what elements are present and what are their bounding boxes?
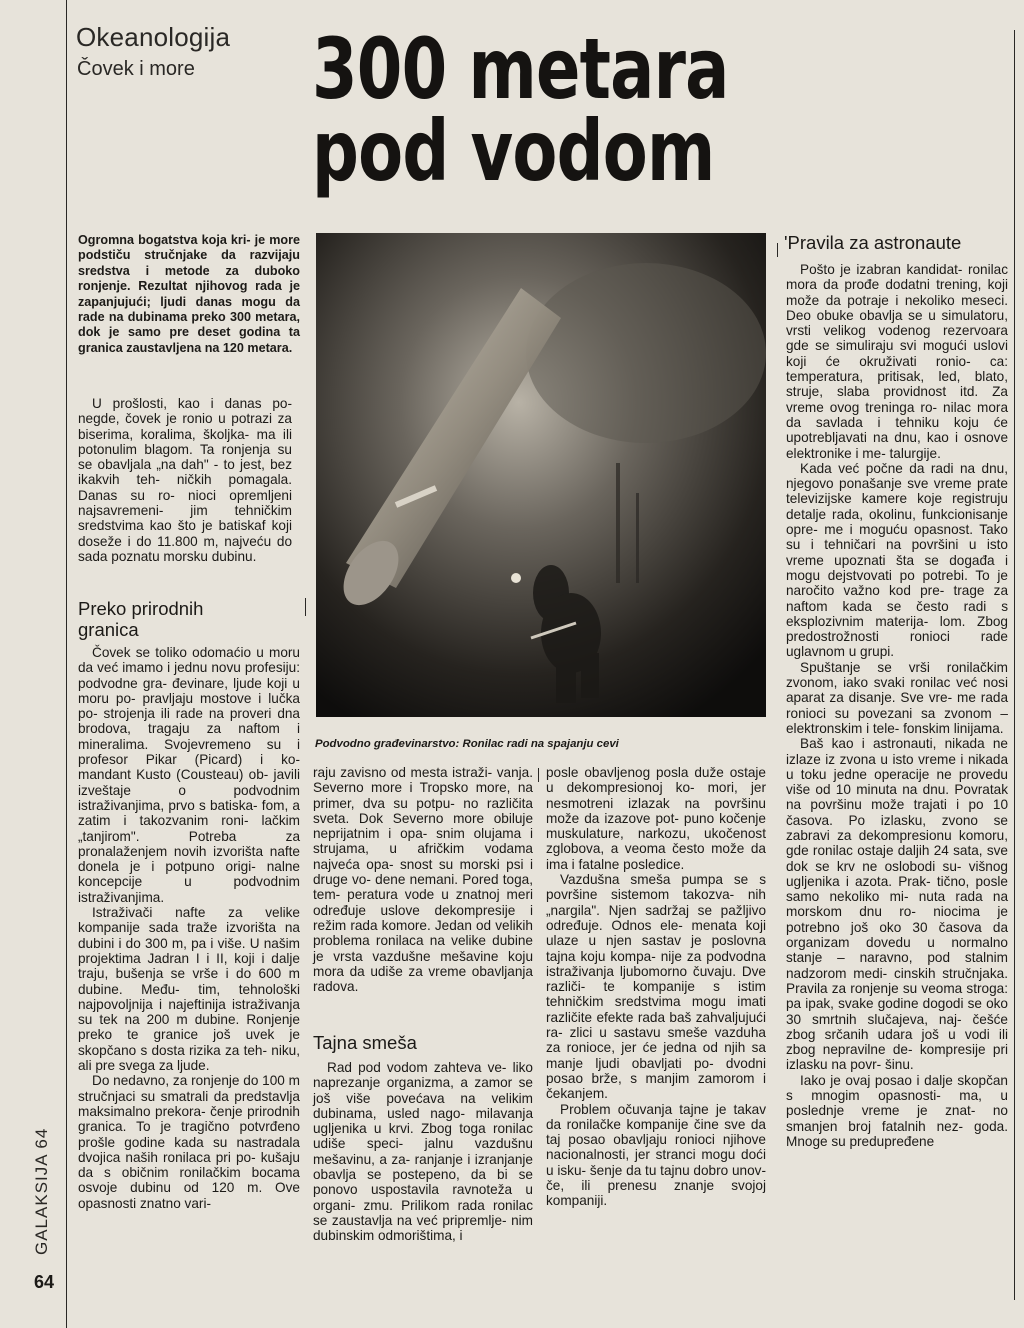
- article-photo: [316, 233, 766, 717]
- column-rule-2: [538, 768, 539, 782]
- paragraph: Kada već počne da radi na dnu, njegovo ponašanje sve vreme prate televizijske kamere koje registruju detalje rada, okolinu, funkcionisanje opre- me i moguću opasnost. Tako su i tehničari na površini u isto vreme upoznati šta se događa i mogu dejstvovati po potrebi. To je naročito važno kod pre- trage za naftom kada se često radi s eksplozivnim materija- lom. Zbog predostrožnosti ronioci rade uglavnom u grupi.: [786, 460, 1008, 660]
- paragraph: Do nedavno, za ronjenje do 100 m stručnjaci su smatrali da predstavlja maksimalno prekora- čenje prirodnih granica. To je tragično potvrđeno prošle godine kada su nastradala dvojica naših ronilaca pri po- kušaju da s običnim ronilačkim bocama osvoje dubinu od 120 m. Ove opasnosti znatno vari-: [78, 1073, 300, 1211]
- section-subtitle: Čovek i more: [77, 58, 195, 80]
- subheading-pravila: 'Pravila za astronaute: [784, 232, 962, 253]
- article-headline: [312, 20, 729, 200]
- paragraph: Rad pod vodom zahteva ve- liko naprezanje organizma, a zamor se još više povećava na velikim dubinama, usled nago- milavanja ugljenika u krvi. Zbog toga ronilac udiše speci- jalnu vazdušnu mešavinu, a za- ranjanje i izranjanje obavlja se postepeno, da bi se ponovo uspostavila ravnoteža u organi- zmu. Prilikom rada ronilac se zaustavlja na već pripremlje- nim dubinskim odmorištima, i: [313, 1060, 533, 1244]
- paragraph: Pošto je izabran kandidat- ronilac mora da prođe dodatni trening, koji može da potraje i nekoliko meseci. Deo obuke obavlja se u simulatoru, vrsti velikog vodenog rezervoara gde se simuliraju svi mogući uslovi koji će okruživati ronio- ca: temperatura, pritisak, led, blato, struje, slaba providnost itd. Za vreme ovog treninga ro- nilac mora da savlada i tehniku koju će upotrebljavati na dnu, kao i osnove elektronike i me- talurgije.: [786, 262, 1008, 461]
- section-title: Okeanologija: [76, 22, 231, 52]
- headline-line-1: 300 metara: [312, 20, 729, 118]
- paragraph: Čovek se toliko odomaćio u moru da već imamo i jednu novu profesiju: podvodne gra- đevinare, ljude koji u moru po- pravljaju mostove i lučka po- strojenja ili rade na proveri dna brodova, tragaju za naftom i mineralima. Svojevremeno su i profesor Pikar (Picard) i ko- mandant Kusto (Cousteau) ob- javili izveštaje o podvodnim istraživanjima, prvo s batiska- fom, a zatim i takozvanim roni- lačkim „tanjirom". Potreba za pronalaženjem novih izvorišta nafte donela je i potpuno origi- nalne koncepcije u podvodnim istraživanjima.: [78, 645, 300, 905]
- paragraph: Iako je ovaj posao i dalje skopčan s mnogim opasnosti- ma, u poslednje vreme je znat- no smanjen broj fatalnih nez- goda. Mnoge su predupređene: [786, 1072, 1008, 1149]
- magazine-spine: [30, 1125, 60, 1257]
- column-1-bottom: [78, 645, 300, 1211]
- page-number: 64: [34, 1272, 55, 1292]
- paragraph: Baš kao i astronauti, nikada ne izlaze iz zvona u isto vreme i nikada u toku jedne operacije ne provedu više od 10 minuta na dnu. Povratak na površinu može trajati i po 10 časova. Po izlasku, zvono se zabravi za dekompresionu komoru, gde ronilac ostaje daljih 24 sata, sve dok se krv ne oslobodi su- višnog ugljenika i azota. Prak- tično, posle samo nekoliko mi- nuta rada na morskom dnu ro- niocima je potrebno još oko 30 časova da organizam dovedu u normalno stanje – naravno, pod stalnim nadzorom medi- cinskih stručnjaka. Pravila za ronjenje su veoma stroga: pa ipak, svake godine dogodi se oko 30 smrtnih slučajeva, naj- češće zbog srčanih udara još u vodi ili zbog nepravilne de- kompresije pri izlasku na povr- šinu.: [786, 736, 1008, 1073]
- column-rule-3: [777, 243, 778, 257]
- column-3: [546, 765, 766, 1209]
- column-rule-1: [305, 598, 306, 616]
- subheading-preko: Preko prirodnih granica: [78, 598, 204, 640]
- article-lead: Ogromna bogatstva koja kri- je more podstiču stručnjake da razvijaju sredstva i metode za duboko ronjenje. Rezultat njihovog rada je zapanjujući; ljudi danas mogu da rade na dubinama preko 300 metara, dok je samo pre deset godina ta granica zaustavljena na 120 metara.: [78, 233, 300, 355]
- column-1-top: [78, 396, 292, 564]
- paragraph: Istraživači nafte za velike kompanije sada traže izvorišta na dubini i do 300 m, pa i više. U našim projektima Jadran I i II, koji i dalje traju, bušenja se vrše i do 600 m dubine. Među- tim, tehnološki najpovoljnija i najeftinija istraživanja su tek na 200 m dubine. Ronjenje preko te granice još uvek je skopčano s dosta rizika za teh- niku, ali pre svega za ljude.: [78, 905, 300, 1074]
- paragraph: raju zavisno od mesta istraži- vanja. Severno more i Tropsko more, na primer, dva su potpu- no različita sveta. Dok Severno more obiluje neprijatnim i opa- snim olujama i strujama, u afričkim vodama najveća opa- snost su morski psi i druge vo- dene nemani. Pored toga, tem- peratura vode u znatnoj meri određuje uslove dekompresije i režim rada komore. Jedan od velikih problema ronilaca na velike dubine je vrsta vazdušne mešavine koju mora da udiše za vreme obavljanja radova.: [313, 765, 533, 995]
- column-4: [786, 262, 1008, 1149]
- paragraph: Problem očuvanja tajne je takav da ronilačke kompanije čine sve da taj posao obavljaju ronioci njihove nacionalnosti, jer stranci mogu doći u isku- šenje da tu tajnu dobro unov- če, ili prenesu znanje svojoj kompaniji.: [546, 1101, 766, 1209]
- paragraph: Vazdušna smeša pumpa se s površine sistemom takozva- nih „nargila". Njen sadržaj se pažljivo određuje. Odnos ele- menata koji ulaze u njen sastav je poslovna tajna koju kompa- nije za podvodna istraživanja ljubomorno čuvaju. Dve različi- te kompanije s istim tehničkim sredstvima mogu imati različite efekte rada baš zahvaljujući ra- zlici u sastavu smeše vazduha za ronioce, jer će jedna od njih sa manje ljudi obavljati po- dvodni posao brže, s manjim zamorom i čekanjem.: [546, 872, 766, 1102]
- photo-caption: Podvodno građevinarstvo: Ronilac radi na spajanju cevi: [315, 738, 619, 750]
- left-margin-rule: [66, 0, 67, 1328]
- paragraph: U prošlosti, kao i danas po- negde, čovek je ronio u potrazi za biserima, koralima, školjka- ma ili potonulim blagom. Ta ronjenja su se obavljala „na dah" - to jest, bez ikakvih teh- ničkih pomagala. Danas su ro- nioci opremljeni najsavremeni- jim tehničkim sredstvima kao što je batiskaf koji doseže i do 11.800 m, najveću do sada poznatu morsku dubinu.: [78, 396, 292, 564]
- right-margin-rule: [1014, 30, 1015, 1300]
- paragraph: posle obavljenog posla duže ostaje u dekompresionoj ko- mori, jer nesmotreni izlazak na površinu može da izazove pot- puno kočenje muskulature, narkozu, ukočenost zglobova, a veoma često može da ima i fatalne posledice.: [546, 765, 766, 872]
- magazine-name: GALAKSIJA 64: [32, 1127, 51, 1255]
- column-2-bottom: [313, 1060, 533, 1244]
- column-2-top: [313, 765, 533, 994]
- subheading-tajna: Tajna smeša: [313, 1032, 417, 1053]
- headline-line-2: pod vodom: [312, 102, 715, 200]
- paragraph: Spuštanje se vrši ronilačkim zvonom, iako svaki ronilac već nosi aparat za disanje. Sve vre- me rada ronioci su povezani sa zvonom – elektronskim i tele- fonskim linijama.: [786, 659, 1008, 736]
- diver-photo-image: [316, 233, 766, 717]
